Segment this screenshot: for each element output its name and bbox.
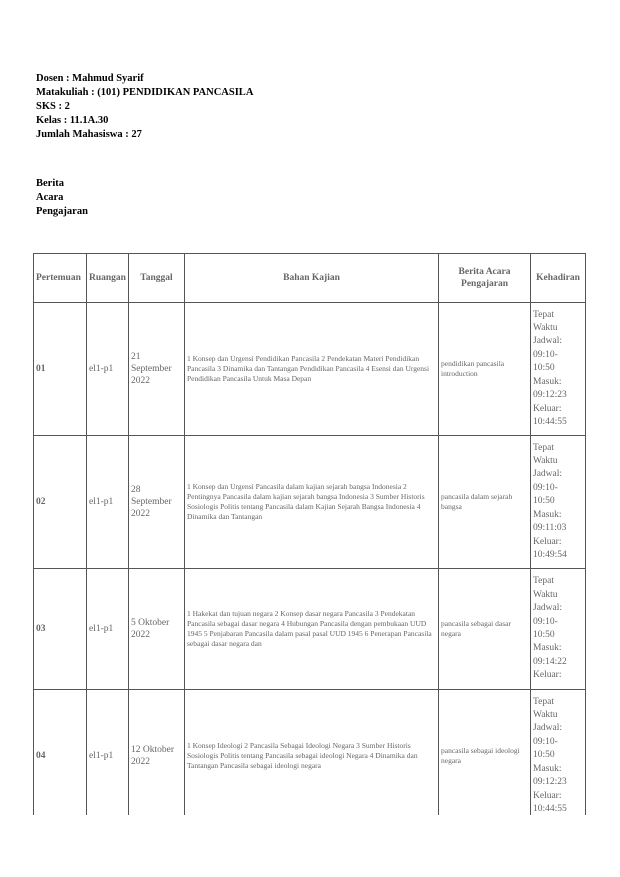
heading-line: Pengajaran [36, 206, 88, 217]
kehadiran-lines [533, 696, 583, 817]
heading-line: Acara [36, 192, 64, 203]
tanggal-cell: 21 September 2022 [129, 303, 185, 436]
header-kehadiran: Kehadiran [531, 254, 586, 303]
kehadiran-line: Masuk: [533, 376, 562, 387]
credits-line: SKS : 2 [36, 101, 70, 112]
kehadiran-line: Tepat [533, 576, 554, 587]
table-row [34, 690, 586, 823]
page-bottom-margin [33, 815, 586, 877]
kehadiran-lines [533, 309, 583, 430]
kehadiran-line: 09:10- [533, 482, 558, 493]
kehadiran-lines [533, 442, 583, 563]
kehadiran-line: 09:12:23 [533, 390, 567, 401]
kehadiran-cell [531, 303, 586, 436]
header-berita: Berita Acara Pengajaran [439, 254, 531, 303]
kehadiran-line: 09:14:22 [533, 656, 567, 667]
class-line: Kelas : 11.1A.30 [36, 115, 109, 126]
kehadiran-cell [531, 690, 586, 823]
kehadiran-line: 10:44:55 [533, 416, 567, 427]
kehadiran-line: Keluar: [533, 670, 562, 681]
pertemuan-cell: 02 [34, 436, 87, 569]
kehadiran-line: 10:49:54 [533, 549, 567, 560]
tanggal-cell: 5 Oktober 2022 [129, 569, 185, 690]
table-row [34, 569, 586, 690]
ruangan-cell: el1-p1 [87, 569, 129, 690]
kehadiran-line: Tepat [533, 309, 554, 320]
kehadiran-line: Jadwal: [533, 603, 563, 614]
kehadiran-line: Keluar: [533, 790, 562, 801]
kehadiran-line: Masuk: [533, 763, 562, 774]
table-row [34, 303, 586, 436]
pertemuan-cell: 03 [34, 569, 87, 690]
kehadiran-line: 09:10- [533, 349, 558, 360]
header-bahan: Bahan Kajian [185, 254, 439, 303]
kehadiran-line: Masuk: [533, 643, 562, 654]
header-ruangan: Ruangan [87, 254, 129, 303]
lecturer-line: Dosen : Mahmud Syarif [36, 73, 144, 84]
kehadiran-line: Keluar: [533, 536, 562, 547]
pertemuan-cell: 01 [34, 303, 87, 436]
kehadiran-line: 10:50 [533, 496, 555, 507]
kehadiran-line: 09:11:03 [533, 523, 567, 534]
kehadiran-line: Waktu [533, 710, 558, 721]
section-heading [36, 177, 88, 219]
kehadiran-line: Keluar: [533, 403, 562, 414]
table-row [34, 436, 586, 569]
course-info [36, 72, 253, 142]
kehadiran-line: Tepat [533, 442, 554, 453]
kehadiran-line: 09:10- [533, 616, 558, 627]
kehadiran-line: Jadwal: [533, 723, 563, 734]
tanggal-cell: 12 Oktober 2022 [129, 690, 185, 823]
kehadiran-line: Masuk: [533, 509, 562, 520]
bahan-cell: 1 Konsep Ideologi 2 Pancasila Sebagai Ideologi Negara 3 Sumber Historis Sosiologis Politis tentang Pancasila sebagai ideologi Negara 4 Dinamika dan Tantangan Pancasila sebagai ideologi negara [185, 690, 439, 823]
berita-cell: pancasila dalam sejarah bangsa [439, 436, 531, 569]
berita-cell: pancasila sebagai ideologi negara [439, 690, 531, 823]
pertemuan-cell: 04 [34, 690, 87, 823]
kehadiran-line: 09:10- [533, 736, 558, 747]
kehadiran-line: 10:44:55 [533, 803, 567, 814]
berita-cell: pendidikan pancasila introduction [439, 303, 531, 436]
kehadiran-line: 09:12:23 [533, 777, 567, 788]
course-line: Matakuliah : (101) PENDIDIKAN PANCASILA [36, 87, 254, 98]
teaching-record-table [33, 253, 586, 823]
kehadiran-line: Jadwal: [533, 336, 563, 347]
student-count-line: Jumlah Mahasiswa : 27 [36, 129, 142, 140]
kehadiran-lines [533, 575, 583, 682]
kehadiran-cell [531, 569, 586, 690]
kehadiran-line: Waktu [533, 323, 558, 334]
heading-line: Berita [36, 178, 64, 189]
kehadiran-line: Waktu [533, 589, 558, 600]
bahan-cell: 1 Hakekat dan tujuan negara 2 Konsep dasar negara Pancasila 3 Pendekatan Pancasila sebagai dasar negara 4 Hubungan Pancasila dengan pembukaan UUD 1945 5 Penjabaran Pancasila dalam pasal pasal UUD 1945 6 Penerapan Pancasila sebagai dasar negara dan [185, 569, 439, 690]
kehadiran-line: 10:50 [533, 363, 555, 374]
ruangan-cell: el1-p1 [87, 303, 129, 436]
bahan-cell: 1 Konsep dan Urgensi Pancasila dalam kajian sejarah bangsa Indonesia 2 Pentingnya Pancasila dalam kajian sejarah bangsa Indonesia 3 Sumber Historis Sosiologis Politis tentang Pancasila dalam Kajian Sejarah Bangsa Indonesia 4 Dinamika dan Tantangan [185, 436, 439, 569]
header-tanggal: Tanggal [129, 254, 185, 303]
kehadiran-line: Tepat [533, 696, 554, 707]
kehadiran-line: 10:50 [533, 750, 555, 761]
table-header-row [34, 254, 586, 303]
kehadiran-line: 10:50 [533, 630, 555, 640]
bahan-cell: 1 Konsep dan Urgensi Pendidikan Pancasila 2 Pendekatan Materi Pendidikan Pancasila 3 Dinamika dan Tantangan Pendidikan Pancasila 4 Esensi dan Urgensi Pendidikan Pancasila Untuk Masa Depan [185, 303, 439, 436]
ruangan-cell: el1-p1 [87, 436, 129, 569]
berita-cell: pancasila sebagai dasar negara [439, 569, 531, 690]
kehadiran-line: Waktu [533, 456, 558, 467]
header-pertemuan: Pertemuan [34, 254, 87, 303]
kehadiran-line: Jadwal: [533, 469, 563, 480]
kehadiran-cell [531, 436, 586, 569]
tanggal-cell: 28 September 2022 [129, 436, 185, 569]
ruangan-cell: el1-p1 [87, 690, 129, 823]
